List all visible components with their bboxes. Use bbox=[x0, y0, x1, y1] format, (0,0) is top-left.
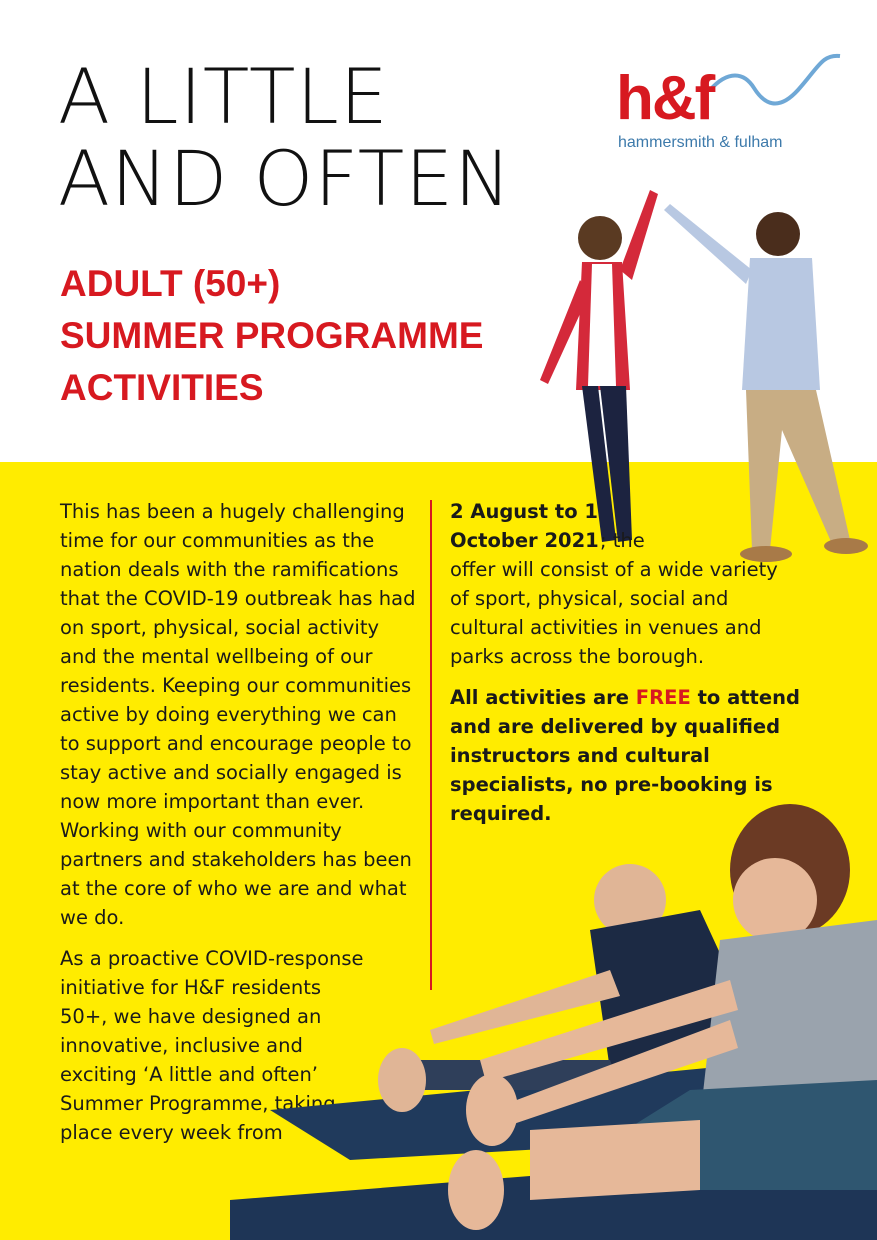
logo-name: hammersmith & fulham bbox=[618, 134, 783, 151]
page-title bbox=[58, 52, 513, 224]
intro-paragraph-1: This has been a hugely challenging time for our communities as the nation deals with the ramifications that the COVID-19 outbreak has had on sport, physical, social activity and the mental wellbeing of our residents. Keeping our communities active by doing everything we can to support and encourage people to stay active and socially engaged is now more important than ever. Working with our community partners and stakeholders has been at the core of who we are and what we do. bbox=[60, 500, 416, 929]
subtitle-line-3: ACTIVITIES bbox=[60, 367, 264, 408]
logo-mark: h&f bbox=[616, 64, 714, 133]
title-line-2: AND OFTEN bbox=[58, 134, 513, 224]
page-subtitle bbox=[60, 258, 483, 414]
stretching-couple-photo bbox=[230, 790, 877, 1240]
free-highlight: FREE bbox=[635, 686, 691, 709]
intro-paragraph-2: As a proactive COVID-response initiative for H&F residents 50+, we have designed an innovative, inclusive and exciting ‘A little and often’ Summer Programme, taking place every week from bbox=[60, 947, 364, 1144]
free-notice-rest: to attend and are delivered by qualified instructors and cultural specialists, no pre-booking is required. bbox=[450, 686, 800, 825]
programme-dates: 2 August to 1 October 2021 bbox=[450, 500, 599, 552]
programme-dates-tail: ; the bbox=[600, 529, 645, 552]
council-logo bbox=[612, 50, 842, 160]
river-wave-icon bbox=[708, 50, 842, 120]
details-column bbox=[450, 497, 830, 840]
subtitle-line-2: SUMMER PROGRAMME bbox=[60, 315, 484, 356]
subtitle-line-1: ADULT (50+) bbox=[60, 263, 281, 304]
offer-paragraph: offer will consist of a wide variety of sport, physical, social and cultural activities in venues and parks across the borough. bbox=[450, 558, 778, 668]
title-line-1: A LITTLE bbox=[58, 52, 389, 141]
free-notice-intro: All activities are bbox=[450, 686, 636, 709]
